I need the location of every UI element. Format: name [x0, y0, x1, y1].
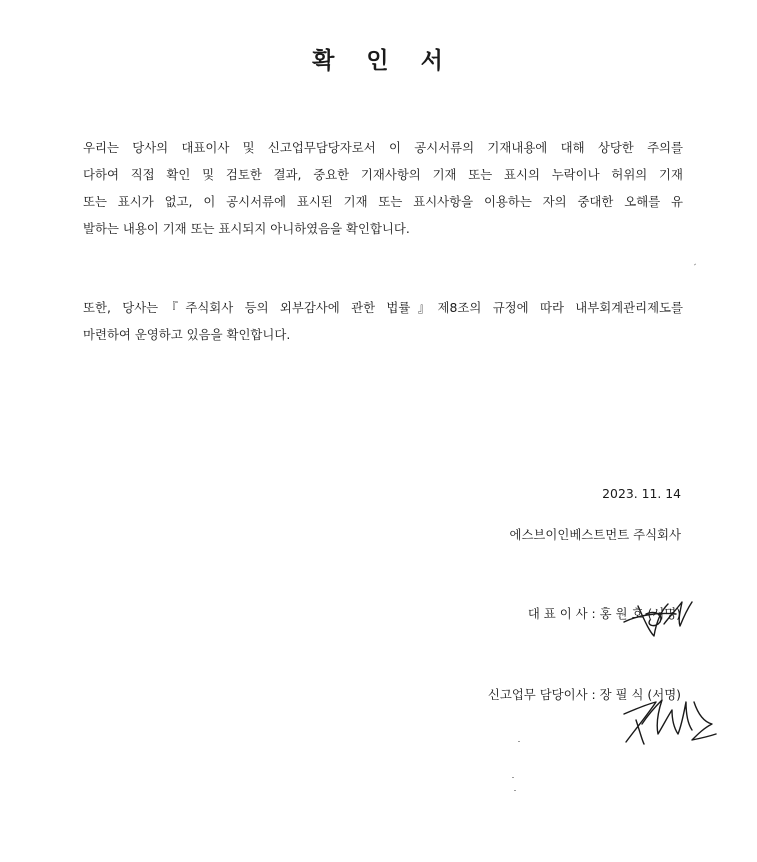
scan-speck: [694, 263, 696, 265]
scan-speck: [514, 790, 516, 791]
document-date: 2023. 11. 14: [602, 486, 681, 501]
company-name: 에스브이인베스트먼트 주식회사: [509, 527, 681, 542]
document-title: 확 인 서: [312, 48, 455, 74]
scan-speck: [512, 777, 514, 778]
paragraph-line: 발하는 내용이 기재 또는 표시되지 아니하였음을 확인합니다.: [83, 221, 410, 236]
confirmation-paragraph: [83, 134, 683, 242]
ceo-signature-line: [528, 604, 681, 622]
ceo-role-label: 대 표 이 사 :: [527, 606, 596, 621]
paragraph-line: 다하여 직접 확인 및 검토한 결과, 중요한 기재사항의 기재 또는 표시의 누락이나 허위의 기재: [83, 167, 683, 182]
paragraph-line: 우리는 당사의 대표이사 및 신고업무담당자로서 이 공시서류의 기재내용에 대해 상당한 주의를: [83, 140, 683, 155]
officer-name: 장 필 식: [599, 687, 644, 702]
internal-control-paragraph: [83, 294, 683, 348]
paragraph-line: 마련하여 운영하고 있음을 확인합니다.: [83, 327, 291, 342]
scan-speck: [518, 741, 520, 742]
ceo-sign-label: (서명): [647, 606, 681, 621]
paragraph-line: 또한, 당사는『주식회사 등의 외부감사에 관한 법률』제8조의 규정에 따라 내부회계관리제도를: [83, 300, 683, 315]
officer-sign-label: (서명): [647, 687, 681, 702]
officer-role-label: 신고업무 담당이사 :: [487, 687, 596, 702]
officer-signature-line: [488, 685, 681, 703]
ceo-name: 홍 원 호: [599, 606, 644, 621]
paragraph-line: 또는 표시가 없고, 이 공시서류에 표시된 기재 또는 표시사항을 이용하는 자의 중대한 오해를 유: [83, 194, 683, 209]
